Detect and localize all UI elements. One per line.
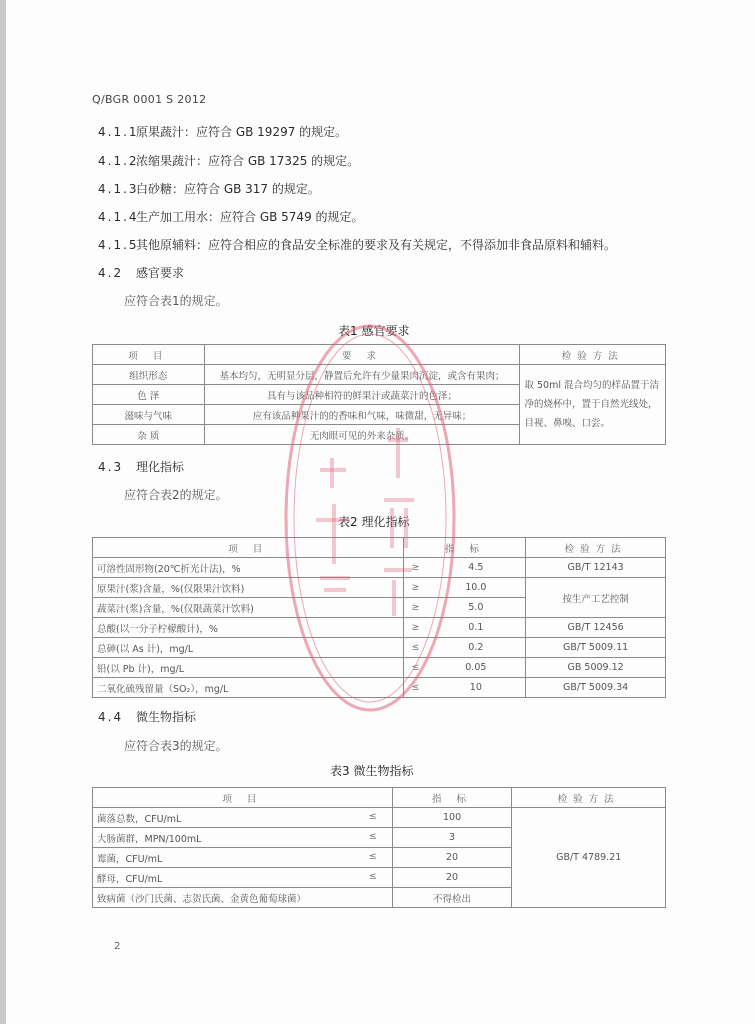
section-4-3-heading: 4.3 理化指标 (98, 460, 185, 474)
section-4-2-heading: 4.2 感官要求 (98, 266, 185, 280)
table1-req: 无肉眼可见的外来杂质。 (204, 425, 520, 445)
table3-item: 致病菌（沙门氏菌、志贺氏菌、金黄色葡萄球菌） (97, 893, 307, 905)
table1-header-req: 要 求 (204, 345, 520, 365)
table3-header-row (93, 788, 666, 808)
table3-microbiological (92, 787, 666, 908)
clause-4-1-3: 4.1.3白砂糖：应符合 GB 317 的规定。 (98, 182, 320, 196)
table-row (93, 578, 666, 598)
table1-req: 应有该品种果汁的的香味和气味，味微甜，无异味； (204, 405, 520, 425)
page-number: 2 (114, 941, 121, 952)
table2-sym: ≥ (411, 602, 420, 613)
table2-value: 0.2 (468, 642, 484, 653)
section-4-4-para: 应符合表3的规定。 (124, 739, 228, 753)
table2-value: 10 (469, 682, 482, 693)
table2-sym: ≤ (411, 662, 420, 673)
table2-caption: 表2 理化指标 (338, 515, 410, 529)
table3-caption: 表3 微生物指标 (330, 764, 414, 778)
table3-header-method: 检验方法 (512, 788, 666, 808)
table2-physicochemical (92, 537, 666, 698)
table3-value: 20 (392, 848, 512, 868)
table2-sym: ≥ (411, 582, 420, 593)
table3-item: 霉菌，CFU/mL (97, 853, 163, 865)
table3-value: 3 (392, 828, 512, 848)
table3-header-value: 指 标 (392, 788, 512, 808)
table3-item-cell (93, 868, 393, 888)
table3-sym: ≤ (368, 810, 377, 822)
table1-method: 取 50ml 混合均匀的样品置于洁净的烧杯中，置于自然光线处，目视、鼻嗅、口尝。 (520, 365, 666, 445)
table2-value-cell (404, 578, 526, 598)
table-row (93, 808, 666, 828)
table2-item: 蔬菜汁(浆)含量，%(仅限蔬菜汁饮料) (93, 598, 404, 618)
clause-4-1-5: 4.1.5其他原辅料：应符合相应的食品安全标准的要求及有关规定，不得添加非食品原料和辅料。 (98, 238, 617, 252)
table2-value: 0.1 (468, 622, 484, 633)
table2-method: GB/T 5009.11 (526, 638, 666, 658)
table2-item: 原果汁(浆)含量，%(仅限果汁饮料) (93, 578, 404, 598)
table1-req: 具有与该品种相符的鲜果汁或蔬菜汁的色泽； (204, 385, 520, 405)
table3-item-cell (93, 888, 393, 908)
table2-value: 5.0 (468, 602, 484, 613)
table3-value: 20 (392, 868, 512, 888)
table2-sym: ≤ (411, 642, 420, 653)
table2-item: 总酸(以一分子柠檬酸计)，% (93, 618, 404, 638)
table2-method: GB/T 5009.34 (526, 678, 666, 698)
table1-item: 组织形态 (93, 365, 205, 385)
table2-value: 4.5 (468, 562, 484, 573)
table2-value: 0.05 (465, 662, 487, 673)
table3-item: 酵母，CFU/mL (97, 873, 163, 885)
table2-value-cell (404, 678, 526, 698)
table1-header-row (93, 345, 666, 365)
table-row (93, 678, 666, 698)
section-4-3-para: 应符合表2的规定。 (124, 488, 228, 502)
table2-value: 10.0 (465, 582, 487, 593)
clause-4-1-2: 4.1.2浓缩果蔬汁：应符合 GB 17325 的规定。 (98, 154, 360, 168)
table2-value-cell (404, 558, 526, 578)
table2-value-cell (404, 598, 526, 618)
table2-sym: ≥ (411, 562, 420, 573)
table1-header-method: 检验方法 (520, 345, 666, 365)
table3-item-cell (93, 828, 393, 848)
table2-item: 铅(以 Pb 计)，mg/L (93, 658, 404, 678)
table1-item: 色 泽 (93, 385, 205, 405)
table3-item-cell (93, 808, 393, 828)
table-row (93, 658, 666, 678)
table2-method: GB 5009.12 (526, 658, 666, 678)
table1-item: 杂 质 (93, 425, 205, 445)
table2-sym: ≥ (411, 622, 420, 633)
table2-method: GB/T 12143 (526, 558, 666, 578)
table3-sym (358, 891, 388, 905)
table1-header-item: 项 目 (93, 345, 205, 365)
table2-header-row (93, 538, 666, 558)
table-row (93, 638, 666, 658)
section-4-4-heading: 4.4 微生物指标 (98, 710, 197, 724)
scan-edge (0, 0, 6, 1024)
table2-value-cell (404, 658, 526, 678)
table2-item: 可溶性固形物(20℃折光计法)，% (93, 558, 404, 578)
table2-header-method: 检验方法 (526, 538, 666, 558)
table3-sym: ≤ (368, 830, 377, 842)
table3-value: 100 (392, 808, 512, 828)
table2-method: 按生产工艺控制 (526, 578, 666, 618)
table1-sensory (92, 344, 666, 445)
table1-req: 基本均匀，无明显分层，静置后允许有少量果肉沉淀，或含有果肉； (204, 365, 520, 385)
section-4-2-para: 应符合表1的规定。 (124, 294, 228, 308)
table3-item-cell (93, 848, 393, 868)
clause-4-1-4: 4.1.4生产加工用水：应符合 GB 5749 的规定。 (98, 210, 364, 224)
table2-header-value: 指 标 (404, 538, 526, 558)
table2-value-cell (404, 638, 526, 658)
clause-4-1-1: 4.1.1原果蔬汁：应符合 GB 19297 的规定。 (98, 125, 348, 139)
table1-caption: 表1 感官要求 (338, 324, 410, 338)
table3-item: 大肠菌群，MPN/100mL (97, 833, 202, 845)
table3-header-item: 项 目 (93, 788, 393, 808)
table-row (93, 558, 666, 578)
table2-item: 二氧化硫残留量（SO₂），mg/L (93, 678, 404, 698)
table3-value: 不得检出 (392, 888, 512, 908)
table3-method: GB/T 4789.21 (512, 808, 666, 908)
table3-item: 菌落总数，CFU/mL (97, 813, 182, 825)
table2-value-cell (404, 618, 526, 638)
table2-item: 总砷(以 As 计)，mg/L (93, 638, 404, 658)
table-row (93, 618, 666, 638)
table-row (93, 365, 666, 385)
table1-item: 滋味与气味 (93, 405, 205, 425)
table2-sym: ≤ (411, 682, 420, 693)
table2-header-item: 项 目 (93, 538, 404, 558)
doc-code: Q/BGR 0001 S 2012 (92, 93, 207, 106)
table3-sym: ≤ (368, 850, 377, 862)
table2-method: GB/T 12456 (526, 618, 666, 638)
table3-sym: ≤ (368, 870, 377, 882)
